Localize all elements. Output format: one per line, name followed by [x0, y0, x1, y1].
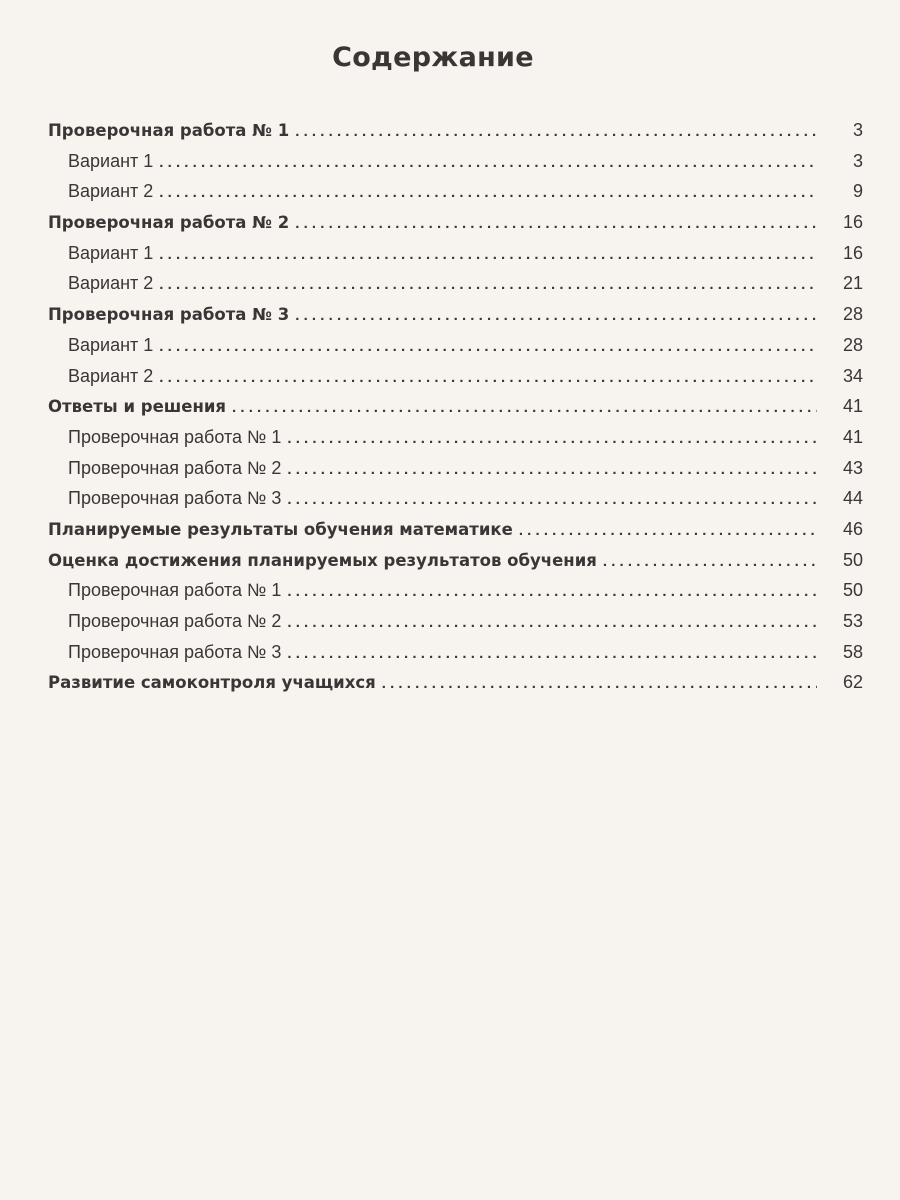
toc-entry-label: Развитие самоконтроля учащихся [48, 673, 376, 693]
dot-leader [232, 393, 817, 423]
toc-page-number: 28 [842, 334, 863, 355]
page-title: Содержание [332, 42, 534, 73]
toc-subsection-entry[interactable] [48, 146, 863, 177]
toc-page-number: 43 [842, 457, 863, 478]
toc-entry-label: Планируемые результаты обучения математике [48, 519, 513, 539]
toc-subsection-entry[interactable] [48, 361, 863, 392]
toc-page-number: 34 [842, 365, 863, 386]
toc-page-number: 58 [842, 641, 863, 662]
dot-leader [295, 209, 817, 239]
toc-page-number: 62 [842, 672, 863, 693]
toc-entry-label: Проверочная работа № 3 [68, 641, 282, 662]
dot-leader [159, 363, 817, 393]
toc-subsection-entry[interactable] [48, 483, 863, 514]
toc-section-entry[interactable] [48, 299, 863, 330]
dot-leader [287, 639, 817, 669]
toc-page-number: 50 [842, 549, 863, 570]
toc-entry-label: Проверочная работа № 2 [48, 213, 290, 233]
dot-leader [603, 547, 817, 577]
toc-page-number: 53 [842, 611, 863, 631]
toc-subsection-entry[interactable] [48, 330, 863, 361]
toc-page-number: 3 [852, 150, 863, 171]
toc-subsection-entry[interactable] [48, 453, 863, 484]
dot-leader [295, 117, 817, 147]
toc-page-number: 46 [842, 518, 863, 539]
toc-page-number: 44 [842, 488, 863, 509]
dot-leader [287, 485, 817, 515]
toc-section-entry[interactable] [48, 207, 863, 238]
toc-entry-label: Вариант 1 [68, 242, 154, 263]
toc-entry-label: Проверочная работа № 2 [68, 611, 282, 631]
toc-section-entry[interactable] [48, 115, 863, 146]
toc-entry-label: Проверочная работа № 1 [68, 426, 282, 447]
toc-subsection-entry[interactable] [48, 422, 863, 453]
toc-page-number: 21 [842, 273, 863, 294]
dot-leader [295, 301, 817, 331]
toc-subsection-entry[interactable] [48, 238, 863, 269]
toc-page-number: 3 [852, 120, 863, 140]
toc-page-number: 41 [842, 426, 863, 447]
dot-leader [382, 669, 817, 699]
toc-page-number: 28 [842, 304, 863, 325]
dot-leader [159, 270, 817, 300]
toc-page-number: 16 [842, 212, 863, 233]
toc-entry-label: Вариант 2 [68, 365, 154, 386]
toc-entry-label: Проверочная работа № 3 [68, 488, 282, 509]
toc-page-number: 41 [842, 396, 863, 417]
toc-subsection-entry[interactable] [48, 606, 863, 637]
dot-leader [287, 577, 817, 607]
toc-section-entry[interactable] [48, 667, 863, 698]
toc-subsection-entry[interactable] [48, 176, 863, 207]
toc-page-number: 50 [842, 580, 863, 601]
dot-leader [287, 455, 817, 485]
toc-section-entry[interactable] [48, 391, 863, 422]
toc-subsection-entry[interactable] [48, 637, 863, 668]
toc-subsection-entry[interactable] [48, 575, 863, 606]
toc-section-entry[interactable] [48, 514, 863, 545]
toc-subsection-entry[interactable] [48, 268, 863, 299]
toc-entry-label: Проверочная работа № 1 [68, 580, 282, 601]
toc-entry-label: Проверочная работа № 1 [48, 121, 290, 140]
table-of-contents [48, 115, 863, 698]
toc-entry-label: Вариант 2 [68, 273, 154, 294]
dot-leader [159, 148, 817, 178]
toc-entry-label: Вариант 1 [68, 150, 154, 171]
toc-entry-label: Ответы и решения [48, 397, 227, 417]
toc-page-number: 16 [842, 242, 863, 263]
dot-leader [287, 424, 817, 454]
dot-leader [519, 516, 817, 546]
toc-entry-label: Проверочная работа № 2 [68, 457, 282, 478]
dot-leader [159, 240, 817, 270]
dot-leader [159, 178, 817, 208]
toc-entry-label: Вариант 1 [68, 334, 154, 355]
toc-page-number: 9 [852, 181, 863, 202]
dot-leader [159, 332, 817, 362]
toc-entry-label: Проверочная работа № 3 [48, 305, 290, 325]
dot-leader [287, 608, 817, 638]
toc-entry-label: Оценка достижения планируемых результатов обучения [48, 550, 597, 570]
toc-section-entry[interactable] [48, 545, 863, 576]
toc-entry-label: Вариант 2 [68, 181, 154, 202]
